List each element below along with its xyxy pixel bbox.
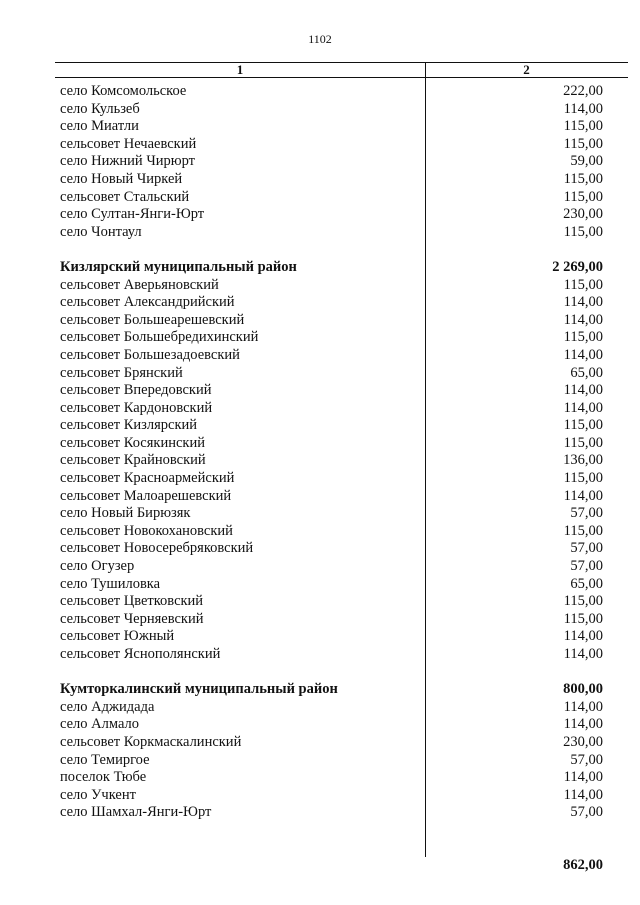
row-name: сельсовет Кизлярский [60,417,198,434]
row-name: сельсовет Нечаевский [60,135,197,152]
row-name: Кизлярский муниципальный район [60,258,297,275]
row-value: 114,00 [563,698,603,715]
row-value: 115,00 [563,223,603,240]
row-name: поселок Тюбе [60,769,147,786]
row-name: сельсовет Большебредихинский [60,329,259,346]
row-name: село Султан-Янги-Юрт [60,206,205,223]
row-name: сельсовет Черняевский [60,610,204,627]
table-row [60,752,603,770]
table-row [60,435,603,453]
row-value: 57,00 [570,540,603,557]
table-row [60,224,603,242]
row-value: 115,00 [563,135,603,152]
row-value: 65,00 [570,575,603,592]
row-name: сельсовет Косякинский [60,434,205,451]
row-spacer [60,664,603,682]
row-name: село Кульзеб [60,100,140,117]
district-total-row [60,259,603,277]
column-header-1: 1 [236,62,244,77]
row-name: село Алмало [60,716,139,733]
table-row [60,277,603,295]
row-name: село Темиргое [60,751,150,768]
row-value: 114,00 [563,769,603,786]
table-row [60,171,603,189]
table-row [60,417,603,435]
table-row [60,136,603,154]
row-value: 114,00 [563,100,603,117]
row-value: 115,00 [563,593,603,610]
row-name: село Комсомольское [60,83,187,99]
district-total-row [60,681,603,699]
row-spacer [60,822,603,840]
row-name: село Учкент [60,786,136,803]
row-name: сельсовет Новокохановский [60,522,233,539]
table-row [60,734,603,752]
table-row [60,329,603,347]
table-row [60,716,603,734]
table-row [60,312,603,330]
row-name: сельсовет Малоарешевский [60,487,232,504]
row-spacer [60,241,603,259]
table-row [60,189,603,207]
row-name: сельсовет Крайновский [60,452,206,469]
row-value: 114,00 [563,346,603,363]
table-row [60,83,603,101]
row-value: 114,00 [563,628,603,645]
row-value: 114,00 [563,399,603,416]
row-value: 115,00 [563,276,603,293]
row-name: сельсовет Яснополянский [60,646,221,662]
row-value: 862,00 [563,857,603,874]
row-name: сельсовет Красноармейский [60,470,235,487]
table-row [60,452,603,470]
row-value: 115,00 [563,118,603,135]
row-value: 114,00 [563,487,603,504]
table-row [60,769,603,787]
row-name: село Новый Бирюзяк [60,505,191,522]
table-row [60,523,603,541]
row-value: 57,00 [570,505,603,522]
row-name: сельсовет Аверьяновский [60,276,219,293]
row-name: село Нижний Чирюрт [60,153,195,170]
district-total-row [60,857,603,875]
column-header-2: 2 [523,62,530,77]
row-spacer [60,840,603,858]
row-value: 114,00 [563,786,603,803]
row-value: 115,00 [563,417,603,434]
row-name: село Аджидада [60,698,155,715]
table-row [60,699,603,717]
table-row [60,294,603,312]
row-name: сельсовет Большезадоевский [60,346,240,363]
row-value: 59,00 [570,153,603,170]
table-row [60,787,603,805]
row-value: 230,00 [563,206,603,223]
table-header-rule [55,77,628,78]
row-name: сельсовет Новосеребряковский [60,540,254,557]
row-name: сельсовет Стальский [60,188,190,205]
table-row [60,576,603,594]
row-value: 136,00 [563,452,603,469]
table-row [60,470,603,488]
row-name: село Чонтаул [60,223,142,240]
row-name: сельсовет Коркмаскалинский [60,733,242,750]
table-row [60,153,603,171]
table-row [60,611,603,629]
row-value: 57,00 [570,558,603,575]
row-name: село Новый Чиркей [60,170,183,187]
row-value: 114,00 [563,646,603,662]
row-value: 2 269,00 [552,258,603,275]
table-row [60,540,603,558]
row-name: село Тушиловка [60,575,161,592]
row-name: сельсовет Южный [60,628,175,645]
table-row [60,347,603,365]
table-row [60,804,603,822]
row-value: 115,00 [563,522,603,539]
row-value: 115,00 [563,434,603,451]
row-value: 230,00 [563,733,603,750]
row-name: село Миатли [60,118,139,135]
row-name: село Огузер [60,558,135,575]
row-value: 115,00 [563,170,603,187]
row-value: 114,00 [563,311,603,328]
table-row [60,118,603,136]
table-row [60,505,603,523]
table-row [60,593,603,611]
row-name: Кумторкалинский муниципальный район [60,681,338,698]
page-number: 1102 [308,32,332,46]
row-name: сельсовет Впередовский [60,382,212,399]
row-value: 57,00 [570,804,603,821]
table-row [60,101,603,119]
row-value: 114,00 [563,294,603,311]
row-name: сельсовет Кардоновский [60,399,213,416]
row-value: 114,00 [563,716,603,733]
row-value: 115,00 [563,470,603,487]
table-row [60,206,603,224]
table-body [60,83,603,875]
table-row [60,400,603,418]
row-name: сельсовет Цветковский [60,593,204,610]
table-row [60,558,603,576]
table-row [60,382,603,400]
row-name: сельсовет Большеарешевский [60,311,245,328]
table-row [60,365,603,383]
row-value: 115,00 [563,610,603,627]
table-row [60,488,603,506]
row-value: 114,00 [563,382,603,399]
row-value: 800,00 [563,681,603,698]
table-row [60,646,603,664]
table-row [60,628,603,646]
row-value: 57,00 [570,751,603,768]
row-value: 65,00 [570,364,603,381]
row-value: 115,00 [563,329,603,346]
row-value: 115,00 [563,188,603,205]
row-name: сельсовет Александрийский [60,294,235,311]
row-value: 222,00 [563,83,603,99]
row-name: сельсовет Брянский [60,364,183,381]
row-name: село Шамхал-Янги-Юрт [60,804,212,821]
